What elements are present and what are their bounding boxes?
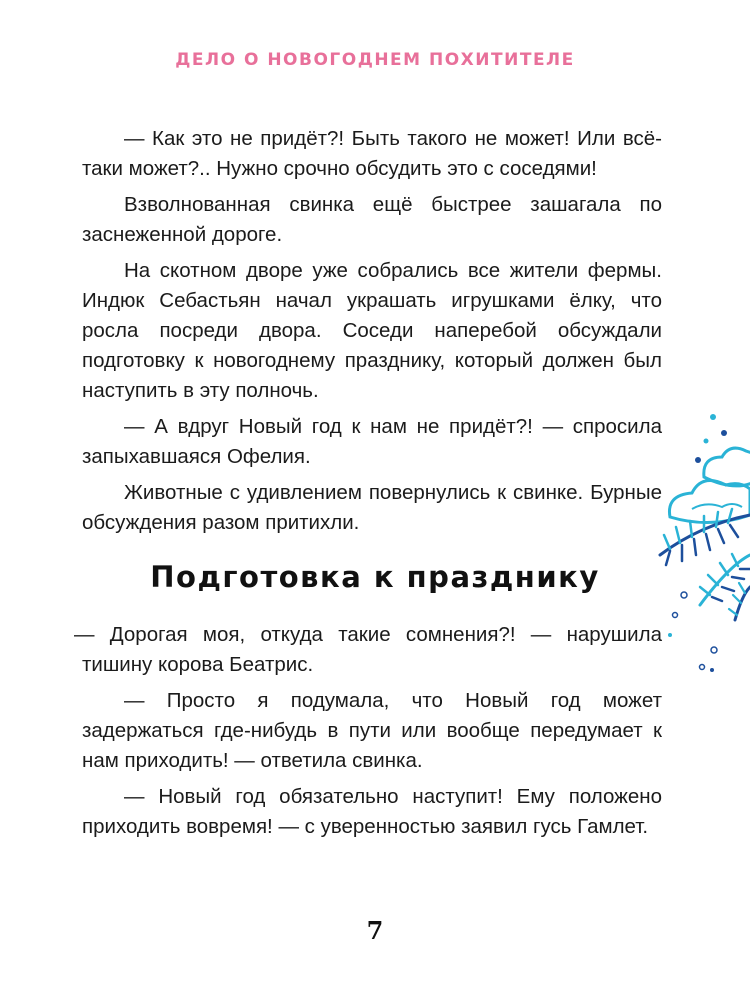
paragraph: — Как это не придёт?! Быть такого не может! Или всё-таки может?.. Нужно срочно обсудить это с соседями!: [82, 127, 662, 180]
branch-needles: [660, 509, 750, 620]
snow-dot: [700, 665, 705, 670]
paragraph: — Дорогая моя, откуда такие сомнения?! — нарушила тишину корова Беатрис.: [74, 623, 662, 676]
paragraph: — Новый год обязательно наступит! Ему положено приходить вовремя! — с уверенностью заявил гусь Гамлет.: [82, 785, 662, 838]
running-head: ДЕЛО О НОВОГОДНЕМ ПОХИТИТЕЛЕ: [175, 50, 575, 70]
paragraph: — Просто я подумала, что Новый год может задержаться где-нибудь в пути или вообще передумает к нам приходить! — ответила свинка.: [82, 689, 662, 772]
snow-cloud-inner: [692, 504, 742, 509]
snow-dot: [704, 439, 709, 444]
text-block-2: [74, 620, 662, 848]
snow-dot: [681, 592, 687, 598]
page-number: 7: [366, 916, 384, 945]
snow-dot: [673, 613, 678, 618]
snow-dot: [721, 430, 727, 436]
snow-dot: [695, 457, 701, 463]
text-block-1: [82, 124, 662, 544]
snow-dot: [668, 633, 672, 637]
paragraph: На скотном дворе уже собрались все жители фермы. Индюк Себастьян начал украшать игрушками ёлку, что росла посреди двора. Соседи наперебой обсуждали подготовку к новогоднему празднику, который должен был наступить в эту полночь.: [82, 259, 662, 402]
snow-dot: [710, 668, 714, 672]
paragraph: Животные с удивлением повернулись к свинке. Бурные обсуждения разом притихли.: [82, 481, 662, 534]
paragraph: — А вдруг Новый год к нам не придёт?! — спросила запыхавшаяся Офелия.: [82, 415, 662, 468]
snow-dot: [710, 414, 716, 420]
section-heading: Подготовка к празднику: [150, 560, 600, 594]
snowy-branch-illustration: [640, 405, 750, 695]
snow-dot: [711, 647, 717, 653]
paragraph: Взволнованная свинка ещё быстрее зашагала по заснеженной дороге.: [82, 193, 662, 246]
